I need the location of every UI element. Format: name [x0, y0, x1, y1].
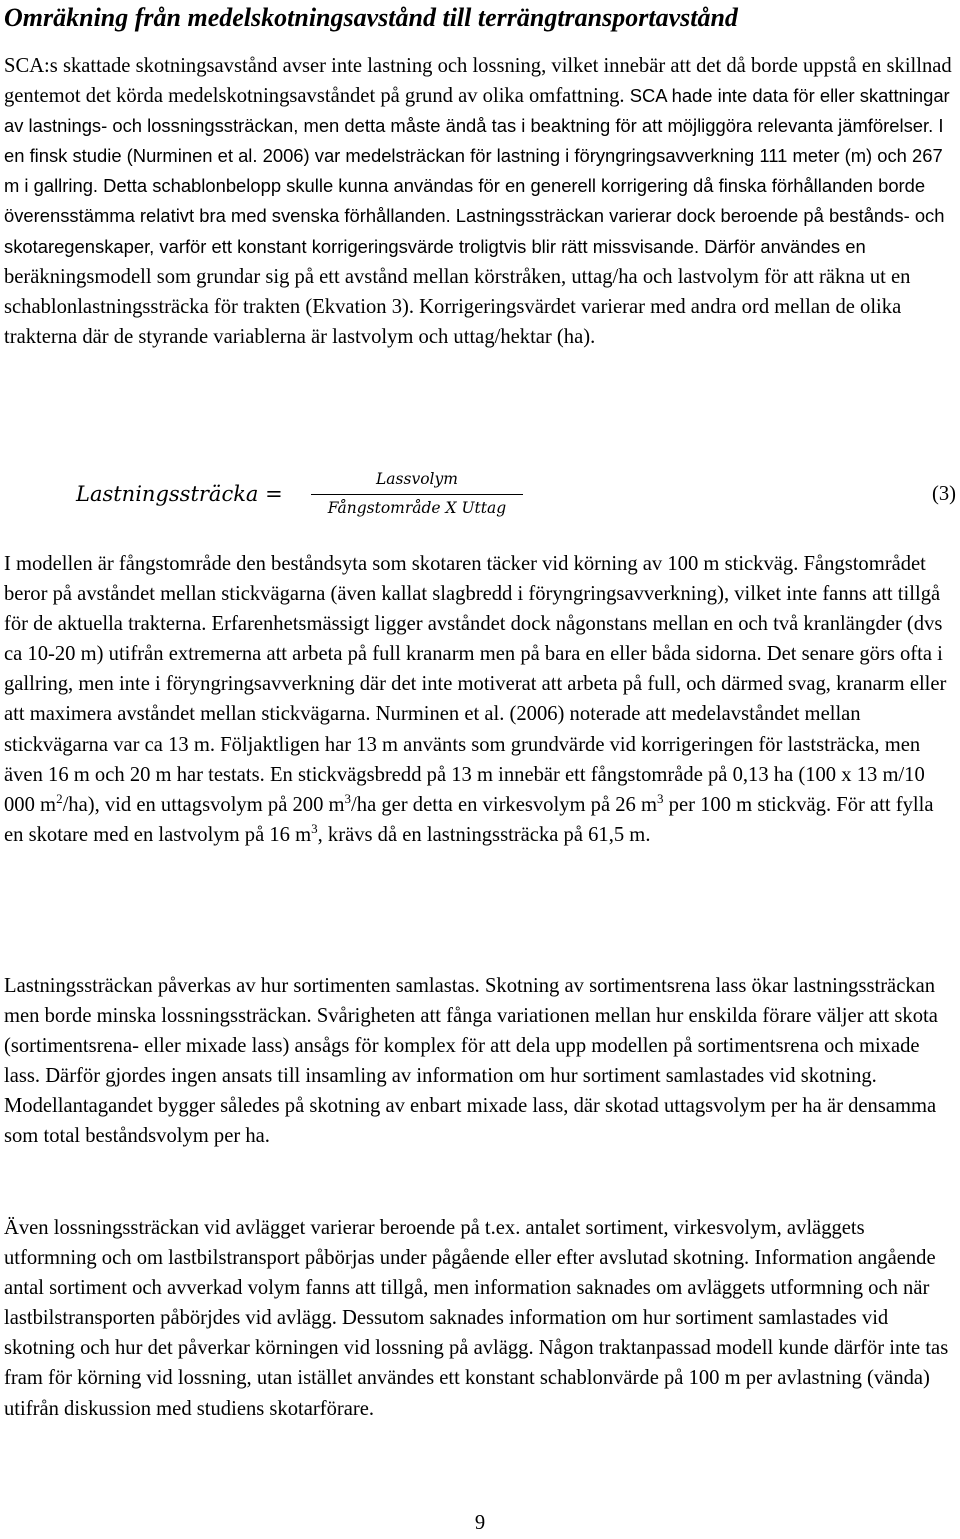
equation-lhs: Lastningssträcka = — [76, 482, 283, 506]
paragraph-2-text-b: /ha), vid en uttagsvolym på 200 m — [62, 793, 345, 816]
paragraph-1 — [4, 51, 956, 352]
page-number: 9 — [474, 1512, 486, 1534]
paragraph-3: Lastningssträckan påverkas av hur sortimenten samlastas. Skotning av sortimentsrena lass ökar lastningssträckan men borde minska lossningssträckan. Svårigheten att fånga variationen mellan hur enskilda förare väljer att skota (sortimentsrena- eller mixade lass) ansågs för komplex för att dela upp modellen på sortimentsrena och mixade lass. Därför gjordes ingen ansats till insamling av information om hur sortiment samlastades vid skotning. Modellantagandet bygger således på skotning av enbart mixade lass, där skotad uttagsvolym per ha är densamma som total beståndsvolym per ha. — [4, 975, 938, 1148]
fraction-bar — [311, 494, 523, 495]
superscript-2: 2 — [56, 790, 63, 806]
paragraph-1-part-a: SCA:s skattade skotningsavstånd avser inte lastning och lossning, vilket innebär att det då borde uppstå en skillnad gentemot det körda medelskotningsavståndet på grund av olika omfattning. — [4, 55, 952, 108]
equation-label: (3) — [931, 483, 956, 505]
paragraph-2-text-c: /ha ger detta en virkesvolym på 26 m — [351, 793, 658, 816]
paragraph-1-part-b: SCA hade inte data för eller skattningar av lastnings- och lossningssträckan, men detta måste ändå tas i beaktning för att möjliggöra relevanta jämförelser. I en finsk studie (Nurminen et al. 2006) var medelsträckan för lastning i föryngringsavverkning 111 meter (m) och 267 m i gallring. Detta schablonbelopp skulle kunna användas för en generell korrigering då finska förhållanden borde överensstämma relativt bra med svenska förhållanden. Lastningssträckan varierar dock beroende på bestånds- och skotaregenskaper, varför ett konstant korrigeringsvärde troligtvis blir rätt missvisande. Därför användes en — [4, 85, 950, 257]
section-heading: Omräkning från medelskotningsavstånd till terrängtransportavstånd — [4, 3, 738, 32]
equation-denominator: Fångstområde X Uttag — [327, 499, 507, 517]
paragraph-2-text-a: I modellen är fångstområde den beståndsyta som skotaren täcker vid körning av 100 m stickväg. Fångstområdet beror på avståndet mellan stickvägarna (även kallat slagbredd i föryngringsavverkning), vilket inte fanns att tillgå för de aktuella trakterna. Erfarenhetsmässigt ligger avståndet dock någonstans mellan en och två kranlängder (dvs ca 10-20 m) utifrån extremerna att arbeta på full kranarm men på bara en eller båda sidorna. Det senare görs ofta i gallring, men inte i föryngringsavverkning där det inte motiverat att arbeta på full, och därmed svag, kranarm eller att maximera avståndet mellan stickvägarna. Nurminen et al. (2006) noterade att medelavståndet mellan stickvägarna var ca 13 m. Följaktligen har 13 m använts som grundvärde vid korrigeringen för laststräcka, men även 16 m och 20 m har testats. En stickvägsbredd på 13 m innebär ett fångstområde på 0,13 ha (100 x 13 m/10 000 m — [4, 553, 947, 816]
equation-numerator: Lassvolym — [376, 470, 458, 488]
paragraph-2-text-e: , krävs då en lastningssträcka på 61,5 m. — [317, 823, 651, 846]
paragraph-2 — [4, 549, 956, 850]
paragraph-1-part-c: beräkningsmodell som grundar sig på ett avstånd mellan körstråken, uttag/ha och lastvolym för att räkna ut en schablonlastningssträcka för trakten (Ekvation 3). Korrigeringsvärdet varierar med andra ord mellan de olika trakterna där de styrande variablerna är lastvolym och uttag/hektar (ha). — [4, 265, 911, 348]
superscript-3: 3 — [311, 820, 318, 836]
superscript-3: 3 — [657, 790, 664, 806]
superscript-3: 3 — [344, 790, 352, 806]
equation-3 — [76, 466, 960, 526]
paragraph-4: Även lossningssträckan vid avlägget varierar beroende på t.ex. antalet sortiment, virkesvolym, avläggets utformning och om lastbilstransport påbörjas under pågående eller efter avslutad skotning. Information angående antal sortiment och avverkad volym fanns att tillgå, men information saknades om avläggets utformning och när lastbilstransporten påbörjdes vid avlägg. Dessutom saknades information om hur sortiment samlastades vid skotning och hur det påverkar körningen vid lossning på avlägg. Någon traktanpassad modell kunde därför inte tas fram för körning vid lossning, utan istället användes ett konstant schablonvärde på 100 m per avlastning (vända) utifrån diskussion med studiens skotarförare. — [4, 1217, 949, 1420]
paragraph-2-text-d: per 100 m stickväg. För att fylla en skotare med en lastvolym på 16 m — [4, 793, 934, 846]
